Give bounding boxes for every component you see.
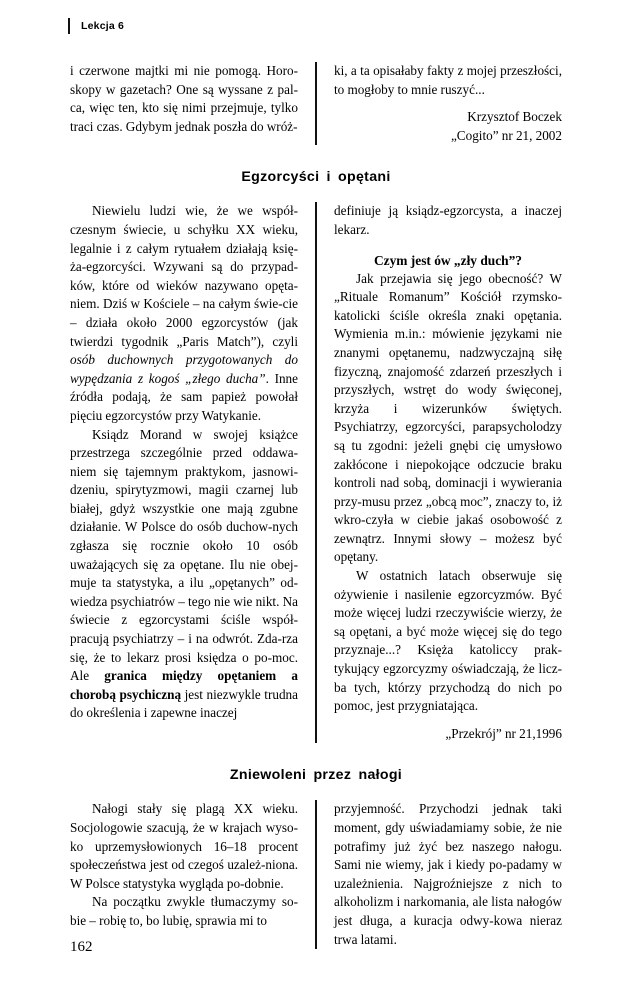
paragraph-exorcists-right-3: W ostatnich latach obserwuje się ożywienie i nasilenie egzorcyzmów. Być może więcej ludzi rzeczywiście wierzy, że są opętani, a być może więcej się do tego przyznaje...? Księża katoliccy prak-tykujący egzorcyzmy oświadczają, że licz-ba tych, którzy przychodzą do nich po pomoc, jest przygniatająca. [334,568,562,714]
section-heading-addictions: Zniewoleni przez nałogi [229,767,403,784]
top-article-columns [70,62,562,145]
section-addictions-right-column [334,800,562,949]
paragraph-addictions-left-1: Nałogi stały się plagą XX wieku. Socjologowie szacują, że w krajach wyso-ko uprzemysłowionych 16–18 procent społeczeństwa jest od czegoś uzależ-niona. W Polsce statystyka wygląda po-dobnie. [70,801,298,891]
section-addictions-columns [70,800,562,949]
top-article-right-text: ki, a ta opisałaby fakty z mojej przeszłości, to mogłoby to mnie ruszyć... [334,63,562,97]
column-gutter [298,62,334,145]
attribution-spacer [334,716,562,725]
subheading-spacer-top [334,240,562,253]
column-divider-rule [315,62,317,145]
column-divider-rule [315,202,317,743]
page-content [70,62,562,949]
section-addictions-left-column [70,800,298,949]
top-article-left-column [70,62,298,145]
section-exorcists-left-column [70,202,298,743]
subheading-what-is-evil-spirit: Czym jest ów „zły duch”? [373,252,523,268]
paragraph-exorcists-right-1: definiuje ją ksiądz-egzorcysta, a inaczej lekarz. [334,203,562,237]
paragraph-addictions-left-2: Na początku zwykle tłumaczymy so-bie – robię to, bo lubię, sprawia mi to [70,894,298,928]
heading-spacer-bottom [70,783,562,800]
paragraph-exorcists-left-2 [70,426,298,724]
paragraph-exorcists-right-2: Jak przejawia się jego obecność? W „Rituale Romanum” Kościół rzymsko-katolicki ściśle określa znaki opętania. Wymienia m.in.: mówienie językami nie znanymi opętanemu, nadzwyczajną siłę fizyczną, znajomość zdarzeń przeszłych i przyszłych, wstręt do wody święconej, krzyża i wizerunków świętych. Psychiatrzy, egzorcyści, parapsycholodzy są tu zgodni: jeżeli gnębi cię umysłowo zakłócone i niepokojące odczucie braku kontroli nad sobą, dominacji i wywierania przy-musu przez „obcą moc”, znaczy to, iż wkro-czyła w ciebie jakaś osobowość z zewnątrz. Innymi słowy – możesz być opętany. [334,270,562,565]
section-heading-addictions-block [70,767,562,783]
paragraph-text-run: Niewielu ludzi wie, że we współ-czesnym świecie, u schyłku XX wieku, legalnie i z całym rytuałem działają księ-ża-egzorcyści. Wzywani są do przypad-ków, które od wieków nazywano opęta-niem. Dziś w Kościele – na całym świe-cie – działa około 2000 egzorcystów (jak twierdzi tygodnik „Paris Match”), czyli [70,203,298,349]
column-gutter [298,800,334,949]
paragraph-text-run: Ksiądz Morand w swojej książce przestrzega szczególnie przed oddawa-niem się tajemnym praktykom, jasnowi-dzeniu, spirytyzmowi, magii czarnej lub białej, gdyż wszystkie one mają zgubne działanie. W Polsce do osób duchow-nych zgłasza się rocznie około 10 osób uważających się za opętane. Ilu nie obej-muje ta statystyka, a ilu „opętanych” od-wiedza psychiatrów – tego nie wie nikt. Na świecie z egzorcystami ściśle współ-pracują psychiatrzy – i na odwrót. Zda-rza się, że to lekarz prosi księdza o po-moc. Ale [70,426,298,684]
paragraph-text-run: jest niezwykle trudna do określenia i zapewne inaczej [70,686,298,721]
section-exorcists-columns [70,202,562,743]
running-head-rule [68,18,70,34]
paragraph-bold-run: granica między opętaniem a chorobą psychiczną [70,668,298,702]
section-heading-exorcists-block [70,169,562,185]
top-article-right-column [334,62,562,145]
heading-spacer-top [70,743,562,767]
paragraph-italic-run: osób duchownych przygotowanych do wypędzania z kogoś „złego ducha” [70,352,298,386]
page-number: 162 [70,939,93,955]
attribution-source: „Cogito” nr 21, 2002 [450,127,562,143]
running-head-label: Lekcja 6 [81,20,125,32]
section-heading-exorcists: Egzorcyści i opętani [241,169,391,186]
paragraph-addictions-right-1: przyjemność. Przychodzi jednak taki moment, gdy uświadamiamy sobie, że nie potrafimy już żyć bez naszego nałogu. Sami nie wiemy, jak i kiedy po-padamy w uzależnienia. Najgroźniejsze z nich to alkoholizm i narkomania, ale lista nałogów jest długa, a kuracja odwy-kowa nieraz trwa latami. [334,801,562,947]
attribution-source-przekroj: „Przekrój” nr 21,1996 [445,725,562,741]
attribution-spacer [334,99,562,108]
heading-spacer-top [70,145,562,169]
section-exorcists-right-column [334,202,562,743]
column-gutter [298,202,334,743]
attribution-author: Krzysztof Boczek [467,109,562,125]
running-head [68,18,124,34]
column-divider-rule [315,800,317,949]
top-article-left-text: i czerwone majtki mi nie pomogą. Horo-skopy w gazetach? One są wyssane z pal-ca, więc ten, kto się nimi przejmuje, tylko traci czas. Gdybym jednak poszła do wróż- [70,63,298,134]
heading-spacer-bottom [70,185,562,202]
paragraph-text-run: . Inne źródła podają, że sam papież powołał pięciu egzorcystów przy Watykanie. [70,370,298,423]
paragraph-exorcists-left-1 [70,202,298,425]
